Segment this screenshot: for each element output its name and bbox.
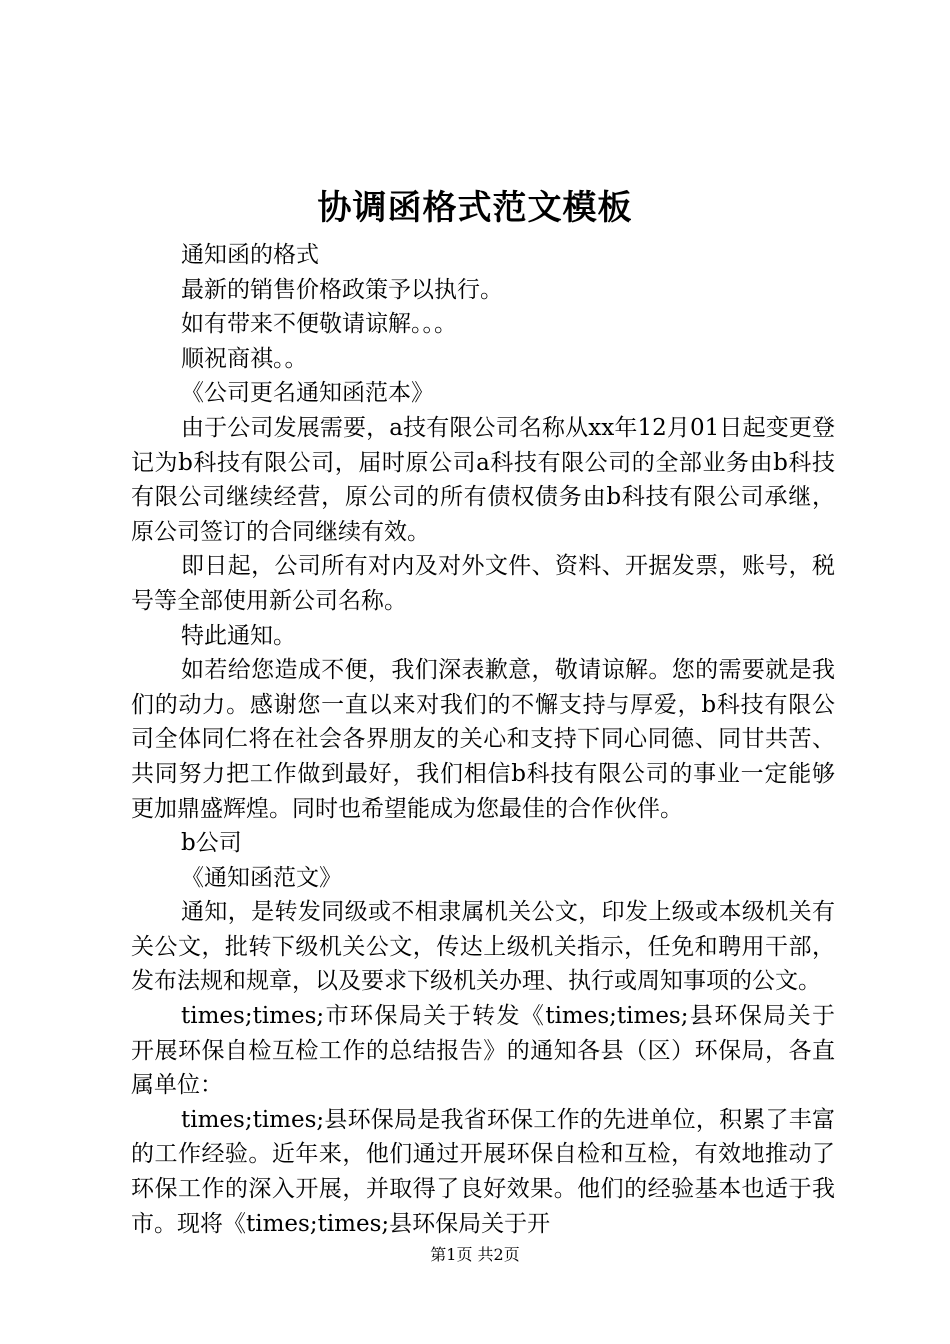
paragraph: 如若给您造成不便，我们深表歉意，敬请谅解。您的需要就是我们的动力。感谢您一直以来对我们的不懈支持与厚爱，b科技有限公司全体同仁将在社会各界朋友的关心和支持下同心同德、同甘共苦、共同努力把工作做到最好，我们相信b科技有限公司的事业一定能够更加鼎盛辉煌。同时也希望能成为您最佳的合作伙伴。: [131, 657, 835, 822]
document-body: [131, 238, 835, 1241]
paragraph: times;times;市环保局关于转发《times;times;县环保局关于开展环保自检互检工作的总结报告》的通知各县（区）环保局，各直属单位：: [131, 1003, 835, 1099]
paragraph: 《通知函范文》: [181, 864, 342, 891]
paragraph: 《公司更名通知函范本》: [181, 380, 434, 407]
paragraph: 顺祝商祺。。: [181, 345, 308, 372]
paragraph: 通知，是转发同级或不相隶属机关公文，印发上级或本级机关有关公文，批转下级机关公文，传达上级机关指示，任免和聘用干部，发布法规和规章，以及要求下级机关办理、执行或周知事项的公文。: [131, 899, 835, 995]
paragraph: 由于公司发展需要，a技有限公司名称从xx年12月01日起变更登记为b科技有限公司，届时原公司a科技有限公司的全部业务由b科技有限公司继续经营，原公司的所有债权债务由b科技有限公司承继，原公司签订的合同继续有效。: [131, 414, 835, 545]
page-footer: 第1页 共2页: [430, 1245, 520, 1264]
document-title: 协调函格式范文模板: [317, 188, 633, 228]
paragraph: 如有带来不便敬请谅解。。。: [181, 311, 457, 338]
paragraph: 特此通知。: [181, 622, 296, 649]
paragraph: 通知函的格式: [181, 242, 319, 268]
paragraph: 最新的销售价格政策予以执行。: [181, 276, 503, 303]
paragraph: times;times;县环保局是我省环保工作的先进单位，积累了丰富的工作经验。近年来，他们通过开展环保自检和互检，有效地推动了环保工作的深入开展，并取得了良好效果。他们的经验基本也适于我市。现将《times;times;县环保局关于开: [131, 1106, 835, 1237]
paragraph: 即日起，公司所有对内及对外文件、资料、开据发票，账号，税号等全部使用新公司名称。: [131, 553, 835, 614]
paragraph: b公司: [181, 830, 242, 857]
